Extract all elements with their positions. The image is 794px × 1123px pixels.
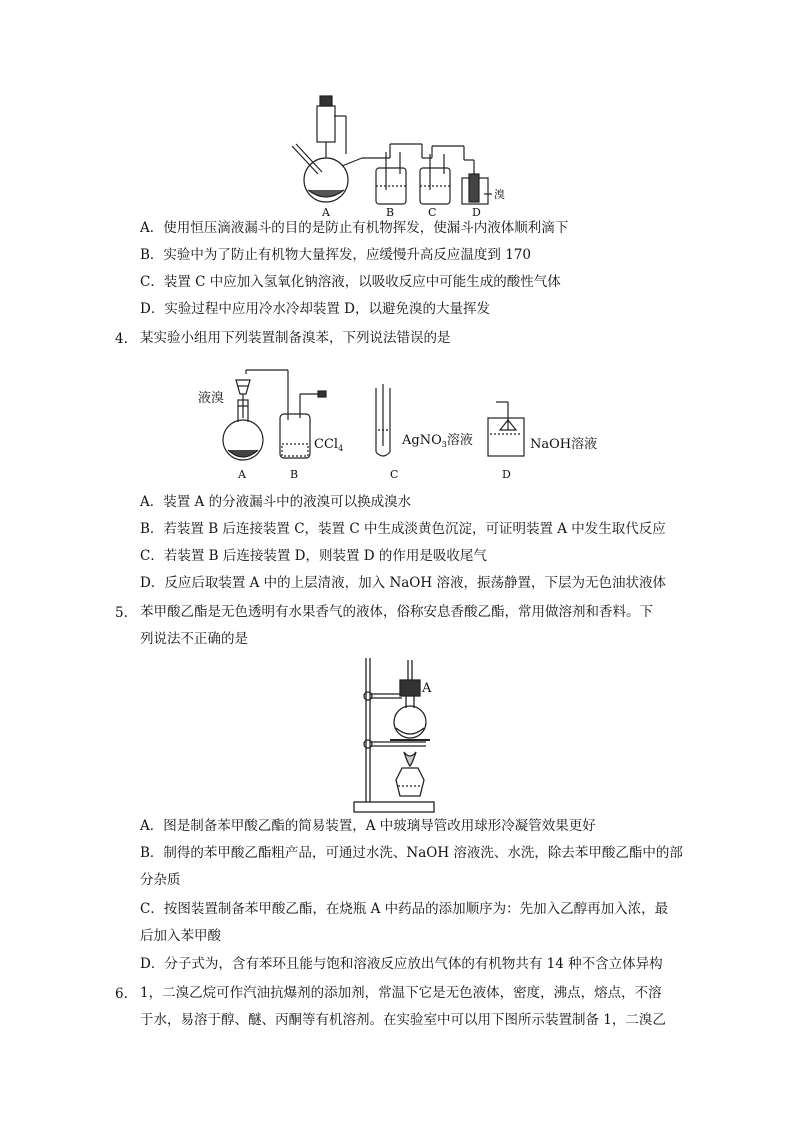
q5-option-d: D．分子式为，含有苯环且能与饱和溶液反应放出气体的有机物共有 14 种不含立体异构 xyxy=(140,956,663,972)
q6-number: 6. xyxy=(115,986,128,1002)
fig2-label-naoh: NaOH溶液 xyxy=(530,437,598,452)
fig1-label-c: C xyxy=(428,206,437,219)
fig3-label-a: A xyxy=(422,681,432,696)
q4-option-b: B．若装置 B 后连接装置 C，装置 C 中生成淡黄色沉淀，可证明装置 A 中发生取代反应 xyxy=(140,521,666,537)
q6-line1: 1，二溴乙烷可作汽油抗爆剂的添加剂，常温下它是无色液体，密度，沸点，熔点，不溶 xyxy=(140,985,662,1001)
fig2-label-liquid-bromine: 液溴 xyxy=(198,391,225,406)
q5-stem-line2: 列说法不正确的是 xyxy=(140,631,248,647)
figure-apparatus-q3 xyxy=(282,94,522,220)
q5-number: 5. xyxy=(115,605,128,621)
fig1-label-b: B xyxy=(386,206,395,219)
q5-option-c-line2: 后加入苯甲酸 xyxy=(140,928,221,944)
fig1-label-bromine: 溴 xyxy=(494,188,505,201)
fig2-label-b: B xyxy=(290,468,299,481)
q6-line2: 于水，易溶于醇、醚、丙酮等有机溶剂。在实验室中可以用下图所示装置制备 1，二溴乙 xyxy=(140,1012,666,1028)
fig1-label-a: A xyxy=(322,206,330,219)
q3-option-b: B．实验中为了防止有机物大量挥发，应缓慢升高反应温度到 170 xyxy=(140,247,531,263)
fig2-label-c: C xyxy=(390,468,399,481)
q4-number: 4. xyxy=(115,331,128,347)
q4-option-d: D．反应后取装置 A 中的上层清液，加入 NaOH 溶液，振荡静置，下层为无色油状液体 xyxy=(140,575,666,591)
fig1-label-d: D xyxy=(472,206,481,219)
fig2-label-ccl4: CCl$_4$ xyxy=(314,437,344,453)
figure-apparatus-q5 xyxy=(352,656,452,816)
q3-option-a: A．使用恒压滴液漏斗的目的是防止有机物挥发，使漏斗内液体顺利滴下 xyxy=(140,220,569,236)
q4-stem: 某实验小组用下列装置制备溴苯，下列说法错误的是 xyxy=(140,330,451,346)
figure-apparatus-q4 xyxy=(196,360,616,484)
q4-option-a: A．装置 A 的分液漏斗中的液溴可以换成溴水 xyxy=(140,494,412,510)
q3-option-c: C．装置 C 中应加入氢氧化钠溶液，以吸收反应中可能生成的酸性气体 xyxy=(140,274,561,290)
q5-stem-line1: 苯甲酸乙酯是无色透明有水果香气的液体，俗称安息香酸乙酯，常用做溶剂和香料。下 xyxy=(140,604,653,620)
q4-option-c: C．若装置 B 后连接装置 D，则装置 D 的作用是吸收尾气 xyxy=(140,548,487,564)
q5-option-b-line1: B．制得的苯甲酸乙酯粗产品，可通过水洗、NaOH 溶液洗、水洗，除去苯甲酸乙酯中的部 xyxy=(140,845,683,861)
fig2-label-d: D xyxy=(502,468,511,481)
q5-option-c-line1: C．按图装置制备苯甲酸乙酯，在烧瓶 A 中药品的添加顺序为：先加入乙醇再加入浓，最 xyxy=(140,901,669,917)
fig2-label-agno3: AgNO$_3$溶液 xyxy=(402,433,473,449)
q5-option-a: A．图是制备苯甲酸乙酯的简易装置，A 中玻璃导管改用球形冷凝管效果更好 xyxy=(140,818,596,834)
fig2-label-a: A xyxy=(238,468,246,481)
q5-option-b-line2: 分杂质 xyxy=(140,872,181,888)
q3-option-d: D．实验过程中应用冷水冷却装置 D，以避免溴的大量挥发 xyxy=(140,301,490,317)
